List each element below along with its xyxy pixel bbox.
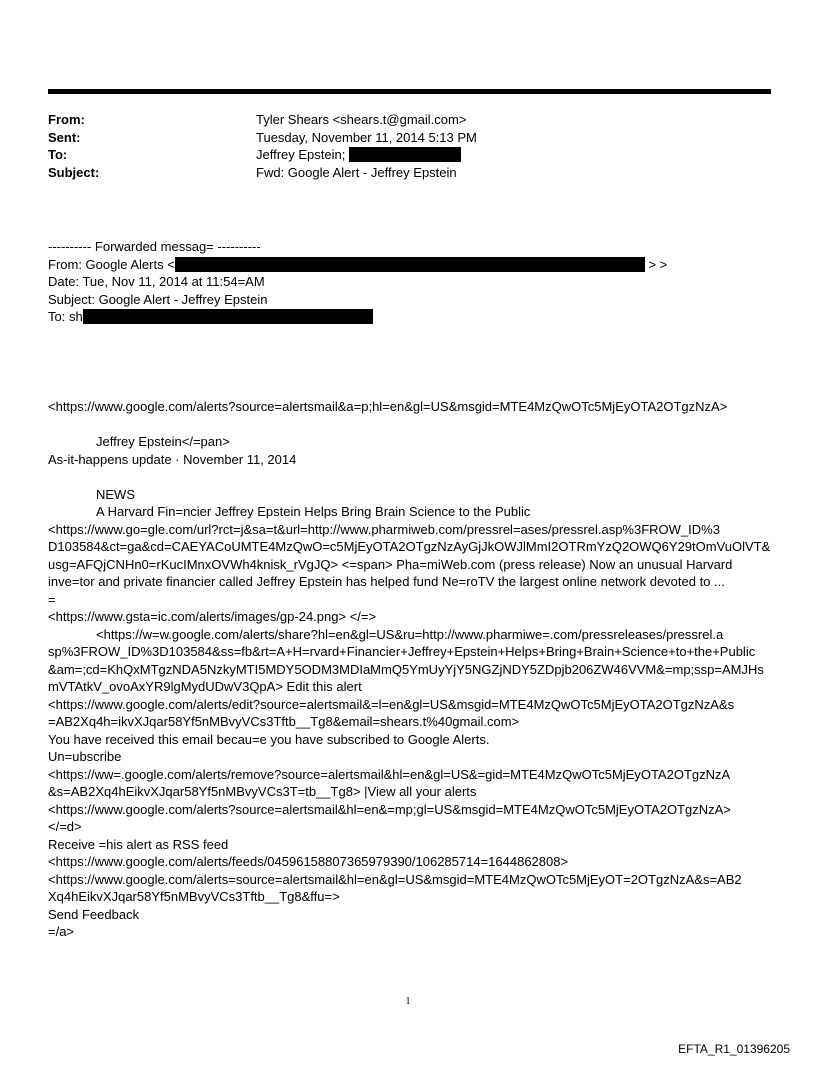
redaction-block — [349, 147, 461, 162]
body-spacer — [48, 416, 771, 434]
body-line: D103584&ct=ga&cd=CAEYACoUMTE4MzQwO=c5MjEyOTA2OTgzNzAyGjJkOWJlMmI2OTRmYzQ2OWQ6Y29tOmVuOlVT& — [48, 539, 771, 554]
from-label: From: — [48, 112, 85, 127]
body-line: =AB2Xq4h=ikvXJqar58Yf5nMBvyVCs3Tftb__Tg8&email=shears.t%40gmail.com> — [48, 714, 520, 729]
body-line: Send Feedback — [48, 906, 140, 922]
sent-row — [48, 129, 768, 147]
body-line: =/a> — [48, 924, 75, 939]
body-line: You have received this email becau=e you have subscribed to Google Alerts. — [48, 731, 490, 747]
redaction-block — [83, 309, 373, 324]
body-line: <https://ww=.google.com/alerts/remove?source=alertsmail&hl=en&gl=US&=gid=MTE4MzQwOTc5MjEyOTA2OTgzNzA — [48, 766, 731, 782]
email-header — [48, 111, 768, 181]
forwarded-subject: Subject: Google Alert - Jeffrey Epstein — [48, 291, 268, 307]
body-line: mVTAtkV_ovoAxYR9lgMydUDwV3QpA> Edit this alert — [48, 679, 362, 694]
sent-value: Tuesday, November 11, 2014 5:13 PM — [256, 129, 477, 145]
forwarded-date: Date: Tue, Nov 11, 2014 at 11:54=AM — [48, 274, 265, 289]
body-line: <https://www.go=gle.com/url?rct=j&sa=t&url=http://www.pharmiweb.com/pressrel=ases/pressrel.asp%3FROW_ID%3 — [48, 521, 720, 537]
body-line: NEWS — [96, 486, 135, 502]
subject-label: Subject: — [48, 164, 100, 180]
body-spacer — [48, 468, 771, 486]
subject-value: Fwd: Google Alert - Jeffrey Epstein — [256, 164, 457, 180]
subject-row — [48, 164, 768, 182]
body-line: sp%3FROW_ID%3D103584&ss=fb&rt=A+H=rvard+Financier+Jeffrey+Epstein+Helps+Bring+Brain+Science+to+the+Public — [48, 644, 756, 659]
forwarded-to — [48, 308, 768, 326]
body-line: <https://www.google.com/alerts?source=alertsmail&hl=en&=mp;gl=US&msgid=MTE4MzQwOTc5MjEyOTA2OTgzNzA> — [48, 801, 731, 817]
email-body — [48, 398, 771, 941]
body-line: &s=AB2Xq4hEikvXJqar58Yf5nMBvyVCs3T=tb__Tg8> |View all your alerts — [48, 784, 477, 799]
article-title: A Harvard Fin=ncier Jeffrey Epstein Helps Bring Brain Science to the Public — [96, 504, 531, 519]
from-value: Tyler Shears <shears.t@gmail.com> — [256, 112, 467, 127]
body-line: Un=ubscribe — [48, 749, 122, 764]
body-line: <https://www.google.com/alerts/feeds/04596158807365979390/106285714=1644862808> — [48, 854, 569, 869]
body-line: usg=AFQjCNHn0=rKucIMnxOVWh4knisk_rVgJQ> <=span> Pha=miWeb.com (press release) Now an unusual Harvard — [48, 556, 733, 572]
page-number: 1 — [405, 996, 411, 1007]
from-row — [48, 111, 768, 129]
body-line: <https://www.google.com/alerts/edit?source=alertsmail&=l=en&gl=US&msgid=MTE4MzQwOTc5MjEyOTA2OTgzNzA&s — [48, 696, 735, 712]
body-line: <https://www.google.com/alerts?source=alertsmail&a=p;hl=en&gl=US&msgid=MTE4MzQwOTc5MjEyOTA2OTgzNzA> — [48, 399, 728, 414]
body-line: <https://www.google.com/alerts=source=alertsmail&hl=en&gl=US&msgid=MTE4MzQwOTc5MjEyOT=2OTgzNzA&s=AB2 — [48, 871, 742, 887]
body-line: &am=;cd=KhQxMTgzNDA5NzkyMTI5MDY5ODM3MDIaMmQ5YmUyYjY5NGZjNDY5ZDpjb206ZW46VVM&=mp;ssp=AMJHs — [48, 661, 764, 677]
to-value — [256, 146, 461, 164]
forwarded-from-suffix: > > — [648, 256, 668, 272]
redaction-block — [175, 257, 645, 272]
body-line: <https://www.gsta=ic.com/alerts/images/gp-24.png> </=> — [48, 609, 377, 624]
sent-label: Sent: — [48, 129, 81, 145]
to-value-text: Jeffrey Epstein; — [256, 147, 346, 162]
body-line: inve=tor and private financier called Jeffrey Epstein has helped fund Ne=roTV the largest online network devoted to ... — [48, 574, 725, 589]
bates-number: EFTA_R1_01396205 — [678, 1042, 790, 1056]
body-line: = — [48, 591, 56, 607]
body-line: Receive =his alert as RSS feed — [48, 836, 229, 852]
to-row — [48, 146, 768, 164]
to-label: To: — [48, 147, 68, 162]
forwarded-from — [48, 256, 768, 274]
body-line: </=d> — [48, 819, 82, 834]
body-line: Xq4hEikvXJqar58Yf5nMBvyVCs3Tftb__Tg8&ffu=> — [48, 889, 340, 904]
forwarded-from-prefix: From: Google Alerts < — [48, 256, 175, 272]
forwarded-to-prefix: To: sh — [48, 309, 83, 324]
body-line: <https://w=w.google.com/alerts/share?hl=en&gl=US&ru=http://www.pharmiwe=.com/pressreleases/pressrel.a — [96, 626, 724, 642]
header-rule — [48, 89, 771, 94]
forwarded-header — [48, 238, 768, 326]
body-line: Jeffrey Epstein</=pan> — [96, 434, 230, 449]
body-line: As-it-happens update · November 11, 2014 — [48, 451, 297, 467]
forwarded-divider: ---------- Forwarded messag= ---------- — [48, 239, 261, 254]
